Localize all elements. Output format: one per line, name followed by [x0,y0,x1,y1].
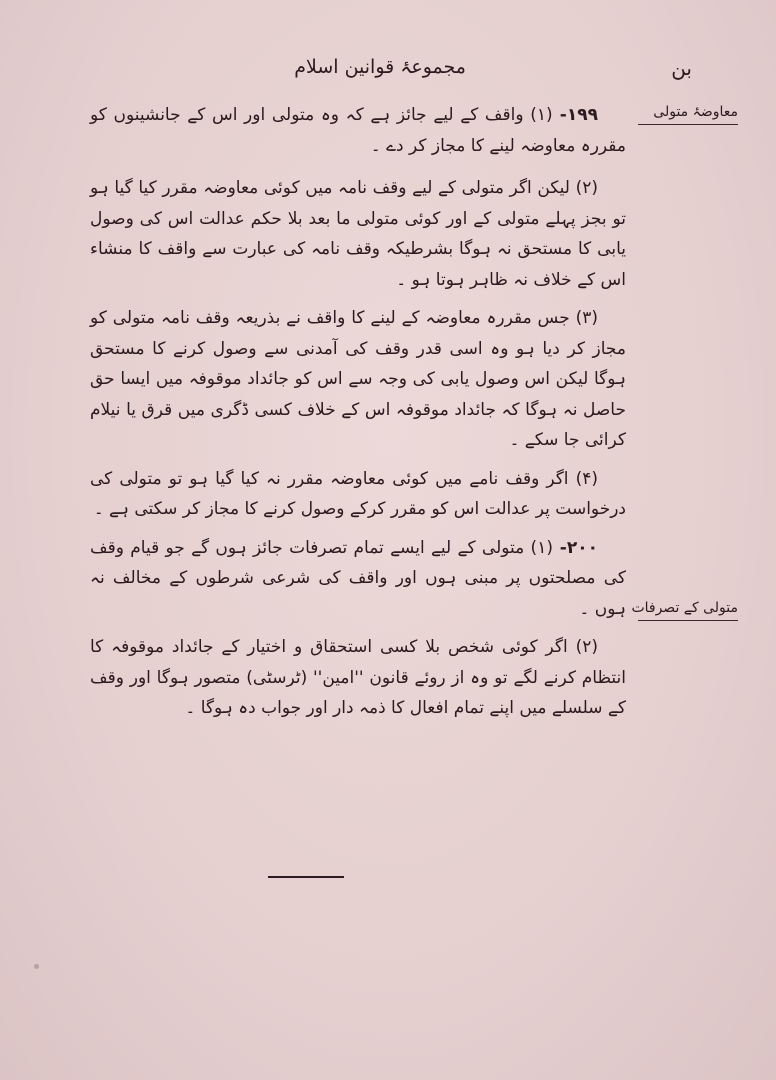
paragraph-text: (۱) واقف کے لیے جائز ہے کہ وہ متولی اور اس کے جانشینوں کو مقررہ معاوضہ لینے کا مجاز کر دے ۔ [90,105,626,156]
paragraph-text: (۳) جس مقررہ معاوضہ کے لینے کا واقف نے بذریعہ وقف نامہ متولی کو مجاز کر دیا ہو وہ اسی قدر وقف کی آمدنی سے وصول کرنے کا مستحق ہوگا لیکن اس وصول یابی کی وجہ سے اس کو جائداد موقوفہ میں ایسا حق حاصل نہ ہوگا کہ جائداد موقوفہ اس کے خلاف کسی ڈگری میں قرق یا نیلام کرائی جا سکے ۔ [90,308,626,450]
paragraph-199-2 [90,173,626,295]
paragraph-text: (۲) اگر کوئی شخص بلا کسی استحقاق و اختیار کے جائداد موقوفہ کا انتظام کرنے لگے تو وہ از روئے قانون ''امین'' (ٹرسٹی) متصور ہوگا اور وقف کے سلسلے میں اپنے تمام افعال کا ذمہ دار اور جواب دہ ہوگا ۔ [90,637,626,718]
page-header [0,52,776,92]
paragraph-200-2 [90,632,626,724]
page-number: بن [671,56,692,80]
margin-note-trustee-remuneration: معاوضۂ متولی [638,104,738,125]
section-number-200: ۲۰۰- [552,537,598,558]
paragraph-text: (۱) متولی کے لیے ایسے تمام تصرفات جائز ہوں گے جو قیام وقف کی مصلحتوں پر مبنی ہوں اور واقف کی شرعی شرطوں کے مخالف نہ ہوں ۔ [90,537,626,619]
section-number-199: ۱۹۹- [552,105,598,125]
paragraph-199-1 [90,100,626,161]
paper-speck [34,964,39,969]
margin-note-trustee-powers: متولی کے تصرفات [638,600,738,621]
paragraph-200-1 [90,533,626,625]
body-text [90,100,626,724]
paragraph-199-4 [90,464,626,525]
end-rule [268,876,344,878]
running-title: مجموعۂ قوانین اسلام [294,56,466,78]
paragraph-199-3 [90,303,626,456]
paragraph-text: (۴) اگر وقف نامے میں کوئی معاوضہ مقرر نہ کیا گیا ہو تو متولی کی درخواست پر عدالت اس کو مقرر کرکے وصول کرنے کا مجاز کر سکتی ہے ۔ [90,468,626,519]
paragraph-text: (۲) لیکن اگر متولی کے لیے وقف نامہ میں کوئی معاوضہ مقرر کیا گیا ہو تو بجز پہلے متولی کے اور کوئی متولی ما بعد بلا حکم عدالت اس کی وصول یابی کا مستحق نہ ہوگا بشرطیکہ وقف نامہ کی عبارت سے واقف کا منشاء اس کے خلاف نہ ظاہر ہوتا ہو ۔ [90,178,626,290]
